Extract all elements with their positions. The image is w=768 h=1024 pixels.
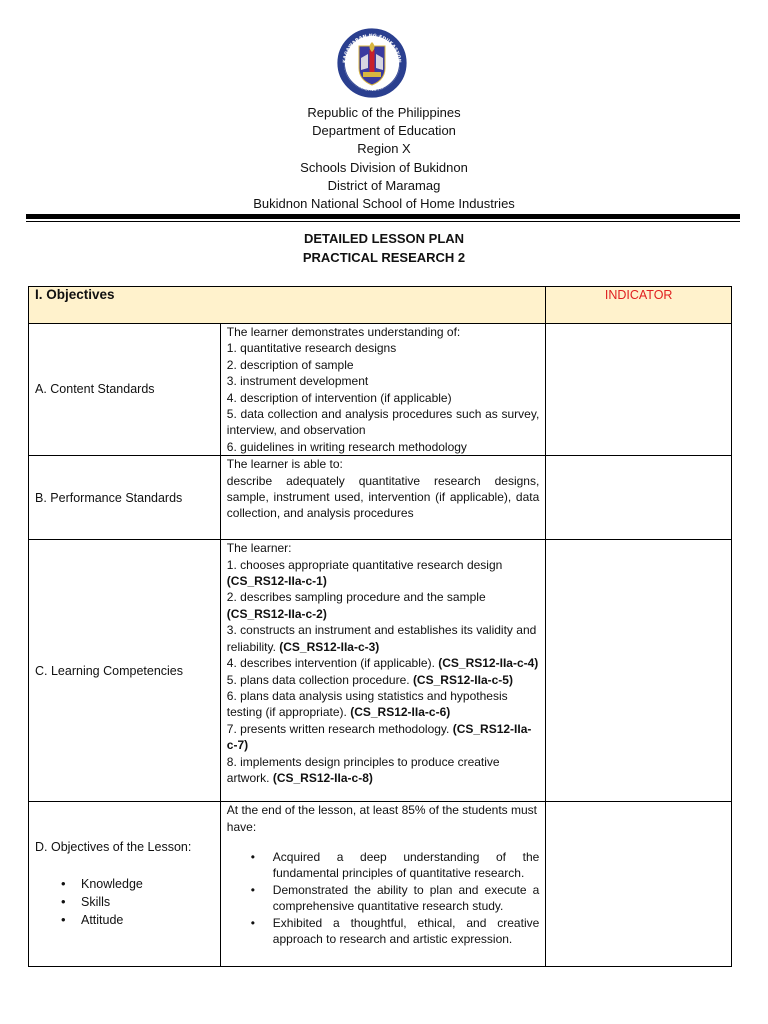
competency-text: 6. plans data analysis using statistics and hypothesis testing (if appropriate). xyxy=(226,688,508,720)
domain-item-skills: • Skills xyxy=(61,893,214,911)
content-standard-item: 6. guidelines in writing research methodology xyxy=(226,439,467,454)
learning-competencies-row xyxy=(29,540,732,802)
content-standards-label: A. Content Standards xyxy=(29,324,221,456)
content-standard-item: 1. quantitative research designs xyxy=(226,341,397,356)
learning-competencies-label: C. Learning Competencies xyxy=(29,540,221,802)
learning-competencies-text xyxy=(220,540,546,802)
competency-code: (CS_RS12-IIa-c-3) xyxy=(279,639,380,654)
header-line-district: District of Maramag xyxy=(327,177,441,193)
school-header xyxy=(0,104,768,213)
content-standards-text xyxy=(220,324,546,456)
competency-code: (CS_RS12-IIa-c-1) xyxy=(226,574,327,589)
content-standards-row xyxy=(29,324,732,456)
content-standard-item: 5. data collection and analysis procedures such as survey, interview, and observation xyxy=(226,407,540,438)
learning-competencies-indicator xyxy=(546,540,732,802)
performance-standards-row xyxy=(29,456,732,540)
lesson-objectives-text xyxy=(220,802,546,967)
competency-item xyxy=(227,589,540,622)
competency-item xyxy=(227,655,540,671)
content-standards-indicator xyxy=(546,324,732,456)
lesson-objective-item: • Acquired a deep understanding of the fundamental principles of quantitative research. xyxy=(251,849,540,882)
competency-code: (CS_RS12-IIa-c-6) xyxy=(350,705,451,720)
competency-item xyxy=(227,721,540,754)
performance-standards-body: describe adequately quantitative research designs, sample, instrument used, intervention (if applicable), data collection, and analysis procedures xyxy=(226,473,540,521)
lesson-plan-table xyxy=(28,286,732,967)
competency-item xyxy=(227,622,540,655)
performance-standards-text xyxy=(220,456,546,540)
lesson-objectives-row xyxy=(29,802,732,967)
competency-item xyxy=(227,557,540,590)
header-line-department: Department of Education xyxy=(312,123,456,139)
header-line-division: Schools Division of Bukidnon xyxy=(300,159,468,175)
content-standards-intro: The learner demonstrates understanding of: xyxy=(226,325,461,339)
lesson-objectives-list xyxy=(227,849,540,947)
header-line-school: Bukidnon National School of Home Industries xyxy=(253,195,515,211)
competency-item xyxy=(227,754,540,787)
objective-domains-list xyxy=(35,875,214,929)
lesson-objective-item: • Demonstrated the ability to plan and execute a comprehensive quantitative research study. xyxy=(251,882,540,915)
competency-code: (CS_RS12-IIa-c-7) xyxy=(226,721,532,753)
performance-standards-intro: The learner is able to: xyxy=(226,457,343,472)
deped-seal-logo xyxy=(333,28,411,98)
lesson-objectives-indicator xyxy=(546,802,732,967)
objectives-section-title: I. Objectives xyxy=(29,287,546,324)
competency-code: (CS_RS12-IIa-c-2) xyxy=(226,606,327,621)
title-line-1: DETAILED LESSON PLAN xyxy=(303,231,465,246)
seal-text-top: KAGAWARAN NG EDUKASYON xyxy=(342,33,402,64)
competency-text: 1. chooses appropriate quantitative research design xyxy=(226,557,503,572)
indicator-header: INDICATOR xyxy=(546,287,732,324)
lesson-objective-item: • Exhibited a thoughtful, ethical, and creative approach to research and artistic expression. xyxy=(251,915,540,948)
competency-item xyxy=(227,688,540,721)
header-line-republic: Republic of the Philippines xyxy=(307,105,461,120)
competency-item xyxy=(227,672,540,688)
header-line-region: Region X xyxy=(357,141,411,157)
seal-text-bottom: REPUBLIKA NG PILIPINAS xyxy=(350,75,394,93)
content-standard-item: 4. description of intervention (if applicable) xyxy=(226,390,452,405)
competency-code: (CS_RS12-IIa-c-4) xyxy=(438,656,539,671)
competency-code: (CS_RS12-IIa-c-5) xyxy=(412,672,513,687)
content-standard-item: 2. description of sample xyxy=(226,357,354,372)
lesson-objectives-label: D. Objectives of the Lesson: xyxy=(35,840,192,855)
competency-text: 8. implements design principles to produce creative artwork. xyxy=(226,754,500,785)
title-line-2: PRACTICAL RESEARCH 2 xyxy=(302,250,466,265)
content-standard-item: 3. instrument development xyxy=(226,374,369,389)
lesson-objectives-intro: At the end of the lesson, at least 85% of the students must have: xyxy=(226,803,537,834)
competency-text: 5. plans data collection procedure. xyxy=(226,672,410,687)
learning-competencies-intro: The learner: xyxy=(226,541,292,556)
header-divider-thick xyxy=(26,214,740,219)
objectives-header-row xyxy=(29,287,732,324)
domain-item-knowledge: • Knowledge xyxy=(61,875,214,893)
competency-text: 2. describes sampling procedure and the sample xyxy=(226,590,486,605)
competency-code: (CS_RS12-IIa-c-8) xyxy=(272,770,373,785)
document-title xyxy=(0,229,768,267)
domain-item-attitude: • Attitude xyxy=(61,911,214,929)
lesson-objectives-label-cell xyxy=(29,802,221,967)
performance-standards-indicator xyxy=(546,456,732,540)
header-divider-thin xyxy=(26,221,740,222)
performance-standards-label: B. Performance Standards xyxy=(29,456,221,540)
competency-text: 4. describes intervention (if applicable). xyxy=(226,656,435,671)
competency-text: 7. presents written research methodology. xyxy=(226,721,450,736)
competency-text: 3. constructs an instrument and establishes its validity and reliability. xyxy=(226,623,537,654)
